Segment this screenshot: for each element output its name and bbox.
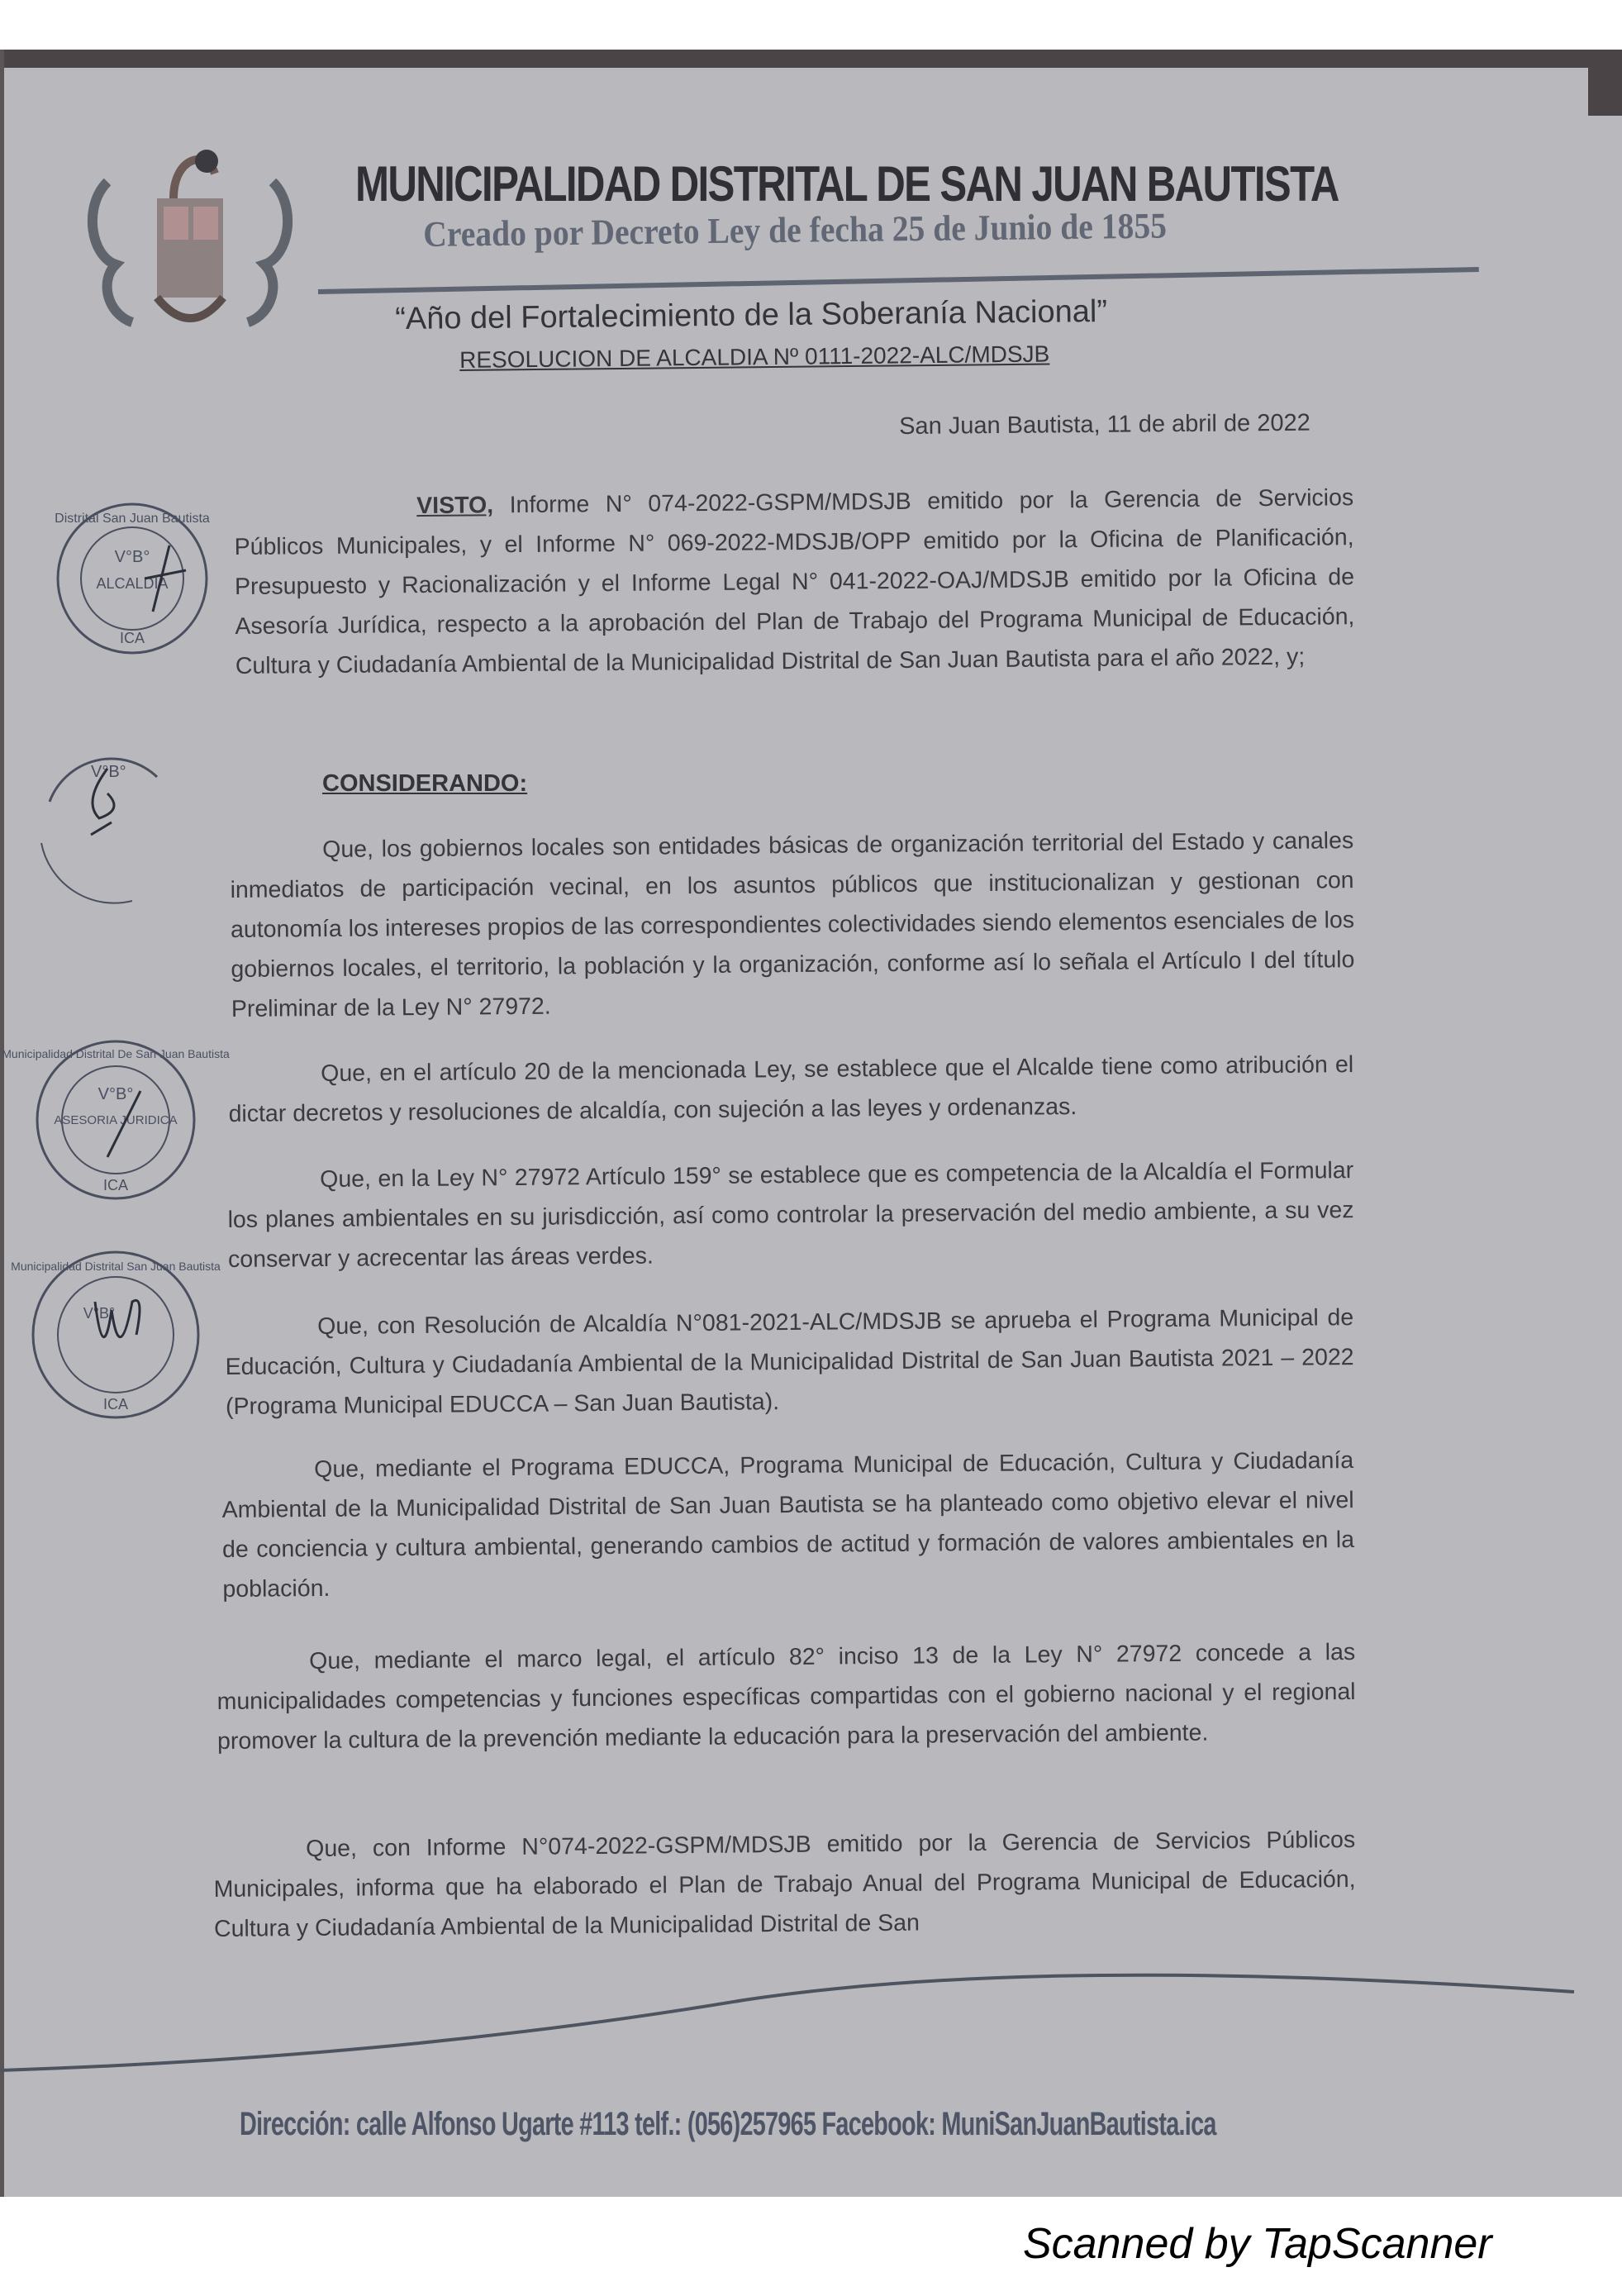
considerando-paragraph: Que, con Resolución de Alcaldía N°081-2021-ALC/MDSJB se aprueba el Programa Municipal de Educación, Cultura y Ciudadanía Ambiental de la Municipalidad Distrital de San Juan Bautista 2021 – 2022 (Programa Municipal EDUCCA – San Juan Bautista). [225, 1304, 1354, 1420]
stamp-vobo: V°B° [114, 548, 150, 566]
stamp-vobo: V°B° [98, 1085, 134, 1103]
page-corner-shadow [1588, 50, 1622, 116]
approval-stamp-partial [33, 744, 198, 909]
stamp-ring-text: Municipalidad Distrital De San Juan Bautista [2, 1047, 230, 1060]
considerando-paragraph: Que, en el artículo 20 de la mencionada Ley, se establece que el Alcalde tiene como atribución el dictar decretos y resoluciones de alcaldía, con sujeción a las leyes y ordenanzas. [228, 1051, 1354, 1127]
stamp-label: ALCALDIA [96, 575, 169, 592]
approval-stamp-signature [11, 1244, 221, 1426]
scanner-watermark: Scanned by TapScanner [1023, 2220, 1492, 2268]
stamp-ring-text: Distrital San Juan Bautista [55, 512, 210, 526]
considerando-paragraph: Que, los gobiernos locales son entidades básicas de organización territorial del Estado y canales inmediatos de participación vecinal, en los asuntos públicos que institucionalizan y gestionan con autonomía los intereses propios de las correspondientes colectividades siendo elementos esenciales de los gobiernos locales, el territorio, la población y la organización, conforme así lo señala el Artículo I del título Preliminar de la Ley N° 27972. [230, 827, 1355, 1022]
page-left-edge [0, 50, 4, 2197]
year-slogan: “Año del Fortalecimiento de la Soberanía Nacional” [395, 293, 1108, 336]
municipality-subtitle: Creado por Decreto Ley de fecha 25 de Junio de 1855 [423, 205, 1168, 255]
considerando-heading: CONSIDERANDO: [322, 770, 528, 797]
approval-stamp-asesoria-juridica [2, 1033, 230, 1207]
stamp-bottom: ICA [102, 1177, 129, 1193]
coat-of-arms-logo [83, 141, 297, 339]
considerando-paragraph: Que, con Informe N°074-2022-GSPM/MDSJB emitido por la Gerencia de Servicios Públicos Municipales, informa que ha elaborado el Plan de Trabajo Anual del Programa Municipal de Educación, Cultura y Ciudadanía Ambiental de la Municipalidad Distrital de San [213, 1826, 1356, 1942]
stamp-bottom: ICA [119, 630, 145, 646]
considerando-paragraph: Que, mediante el marco legal, el artículo 82° inciso 13 de la Ley N° 27972 concede a las municipalidades competencias y funciones específicas compartidas con el gobierno nacional y el regional promover la cultura de la prevención mediante la educación para la preservación del ambiente. [216, 1638, 1356, 1755]
stamp-vobo: V°B° [91, 763, 126, 781]
visto-paragraph [234, 478, 1355, 686]
stamp-label: ASESORIA JURIDICA [54, 1113, 178, 1127]
considerando-paragraph: Que, mediante el Programa EDUCCA, Programa Municipal de Educación, Cultura y Ciudadanía Ambiental de la Municipalidad Distrital de San Juan Bautista se ha planteado como objetivo elevar el nivel de conciencia y cultura ambiental, generando cambios de actitud y formación de valores ambientales en la población. [221, 1447, 1355, 1603]
stamp-bottom: ICA [102, 1396, 129, 1412]
approval-stamp-alcaldia [45, 496, 219, 661]
footer-contact: Dirección: calle Alfonso Ugarte #113 telf.: (056)257965 Facebook: MuniSanJuanBautista.ica [240, 2106, 1216, 2142]
document-date: San Juan Bautista, 11 de abril de 2022 [899, 409, 1310, 440]
municipality-title: MUNICIPALIDAD DISTRITAL DE SAN JUAN BAUTISTA [355, 156, 1339, 212]
stamp-ring-text: Municipalidad Distrital San Juan Bautista [11, 1260, 221, 1273]
resolution-number: RESOLUCION DE ALCALDIA Nº 0111-2022-ALC/MDSJB [459, 341, 1050, 373]
stamp-vobo: V°B° [83, 1305, 116, 1322]
visto-text: Informe N° 074-2022-GSPM/MDSJB emitido por la Gerencia de Servicios Públicos Municipales, y el Informe N° 069-2022-MDSJB/OPP emitido por la Oficina de Planificación, Presupuesto y Racionalización y el Informe Legal N° 041-2022-OAJ/MDSJB emitido por la Oficina de Asesoría Jurídica, respecto a la aprobación del Plan de Trabajo del Programa Municipal de Educación, Cultura y Ciudadanía Ambiental de la Municipalidad Distrital de San Juan Bautista para el año 2022, y; [234, 484, 1355, 679]
page-top-shadow [0, 50, 1622, 68]
visto-label: VISTO, [416, 492, 494, 520]
footer-curve-line [0, 1967, 1622, 2091]
considerando-paragraph: Que, en la Ley N° 27972 Artículo 159° se establece que es competencia de la Alcaldía el Formular los planes ambientales en su jurisdicción, así como controlar la preservación del medio ambiente, a su vez conservar y acrecentar las áreas verdes. [227, 1157, 1354, 1273]
